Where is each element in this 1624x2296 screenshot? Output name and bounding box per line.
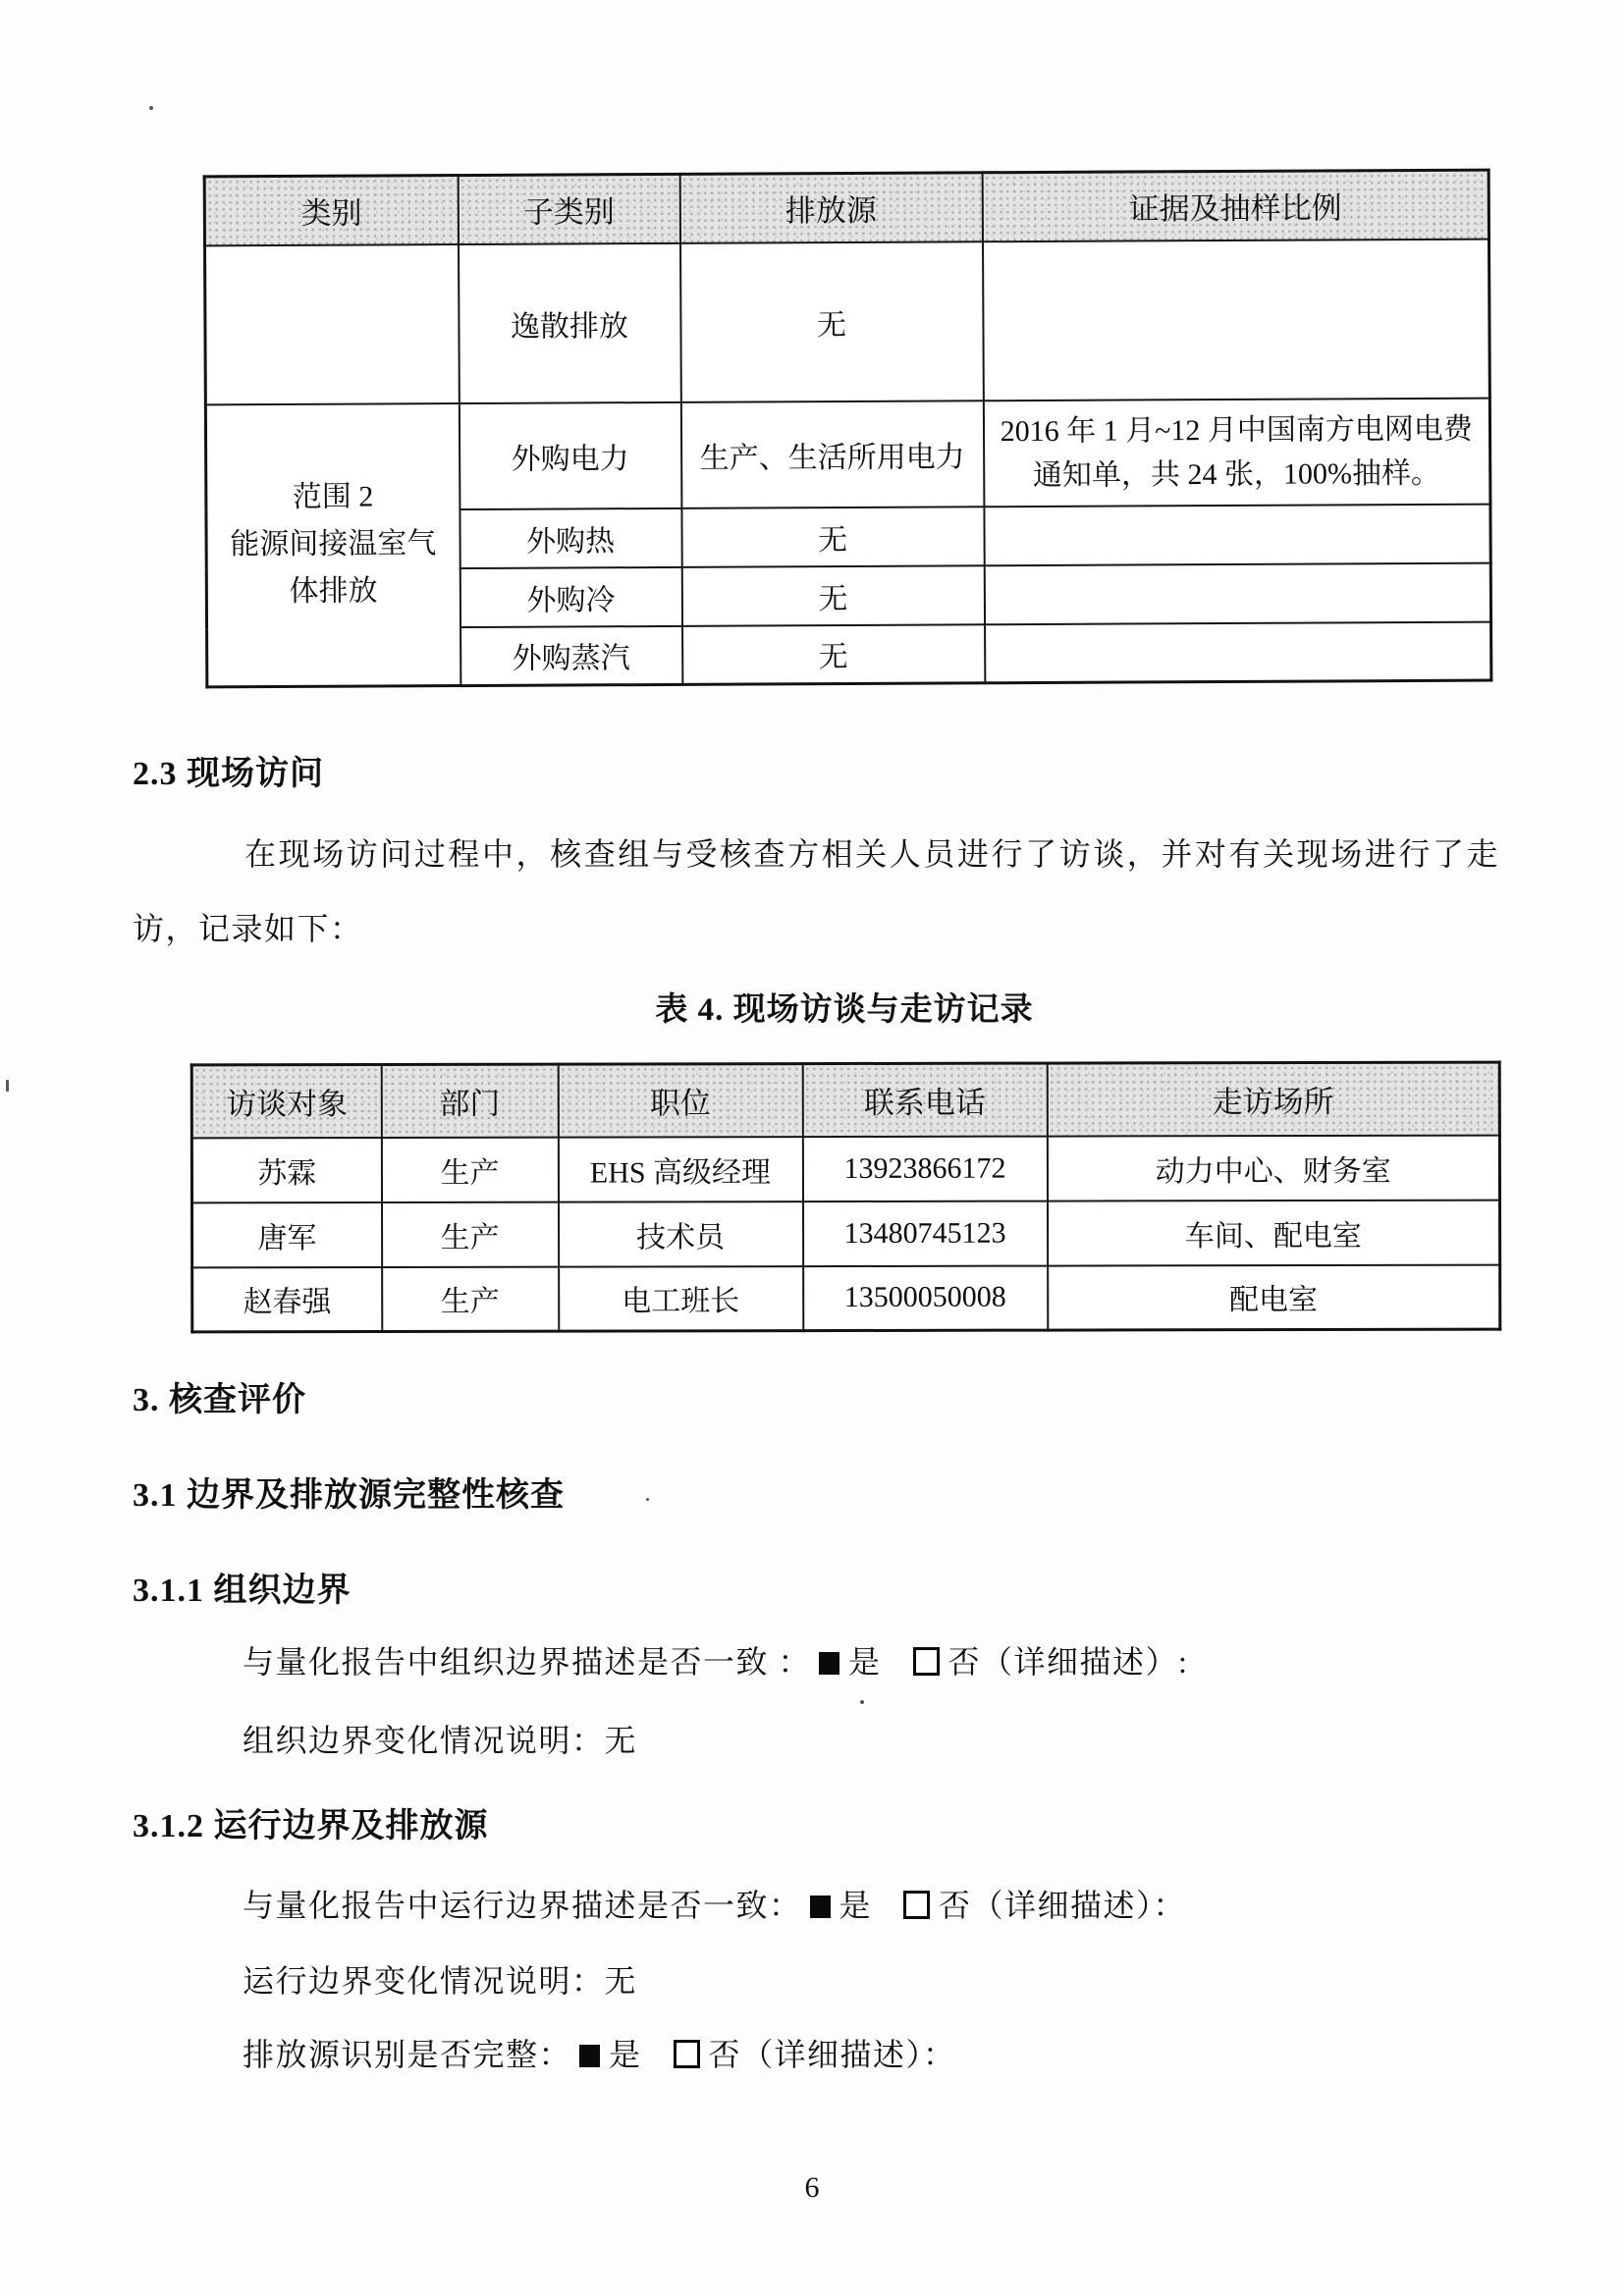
cell-subcategory: 外购蒸汽	[460, 625, 682, 685]
table-row	[205, 239, 1490, 404]
checkbox-checked-icon	[810, 1896, 831, 1918]
checkbox-unchecked-icon	[674, 2040, 700, 2068]
yes-label: 是	[609, 2037, 642, 2072]
interview-table	[190, 1061, 1502, 1334]
checkbox-unchecked-icon	[913, 1647, 940, 1676]
yes-label: 是	[839, 1888, 873, 1923]
cell-source: 生产、生活所用电力	[680, 400, 984, 508]
scan-speck	[149, 106, 153, 110]
emission-sources-table-wrap	[203, 169, 1490, 689]
no-label: 否（详细描述）:	[947, 1644, 1189, 1680]
section-2-3-paragraph: 在现场访问过程中，核查组与受核查方相关人员进行了访谈，并对有关现场进行了走访，记录如下：	[133, 836, 1499, 946]
cell-visited-places: 配电室	[1048, 1264, 1500, 1330]
question-text: 与量化报告中运行边界描述是否一致：	[243, 1888, 802, 1923]
table-row	[192, 1200, 1500, 1267]
table-header-row	[191, 1062, 1499, 1138]
cell-evidence	[984, 562, 1490, 624]
cell-position: 电工班长	[559, 1266, 803, 1332]
cell-source: 无	[681, 565, 984, 626]
cell-visited-places: 动力中心、财务室	[1047, 1135, 1499, 1201]
cell-visited-places: 车间、配电室	[1048, 1200, 1500, 1265]
header-department: 部门	[381, 1064, 558, 1137]
section-heading-3-1-2: 3.1.2 运行边界及排放源	[133, 1808, 489, 1844]
cell-position: EHS 高级经理	[558, 1137, 802, 1202]
question-emission-sources-complete	[243, 2030, 956, 2075]
cell-evidence	[985, 621, 1491, 683]
cell-interviewee: 赵春强	[192, 1266, 382, 1331]
table-row	[205, 398, 1490, 510]
header-visited-places: 走访场所	[1047, 1062, 1499, 1136]
header-subcategory: 子类别	[458, 174, 679, 243]
checkbox-checked-icon	[579, 2045, 600, 2067]
cell-category-scope2: 范围 2 能源间接温室气体排放	[205, 403, 460, 687]
cell-evidence	[983, 239, 1490, 400]
header-interviewee: 访谈对象	[191, 1064, 381, 1137]
no-label: 否（详细描述）：	[939, 1888, 1187, 1923]
cell-evidence: 2016 年 1 月~12 月中国南方电网电费通知单，共 24 张，100%抽样。	[983, 398, 1490, 507]
cell-department: 生产	[382, 1266, 559, 1331]
table-header-row	[204, 170, 1489, 245]
cell-source: 无	[680, 241, 984, 402]
cell-evidence	[984, 504, 1490, 565]
cell-phone: 13923866172	[802, 1136, 1047, 1201]
interview-table-wrap	[190, 1061, 1499, 1334]
cell-source: 无	[681, 507, 984, 567]
cell-source: 无	[682, 624, 985, 685]
no-label: 否（详细描述）：	[708, 2037, 956, 2072]
cell-phone: 13500050008	[803, 1265, 1048, 1331]
cell-department: 生产	[382, 1201, 559, 1266]
cell-subcategory: 逸散排放	[459, 242, 681, 402]
cell-subcategory: 外购冷	[460, 566, 681, 626]
cell-category-empty	[205, 244, 460, 404]
cell-interviewee: 苏霖	[191, 1137, 381, 1201]
section-heading-3-1: 3.1 边界及排放源完整性核查	[133, 1477, 565, 1514]
checkbox-checked-icon	[819, 1652, 839, 1675]
cell-phone: 13480745123	[803, 1201, 1048, 1266]
cell-subcategory: 外购热	[460, 507, 681, 567]
cell-interviewee: 唐军	[192, 1201, 382, 1266]
scan-speck	[6, 1080, 9, 1092]
question-org-boundary	[243, 1637, 1188, 1682]
table-row	[192, 1264, 1500, 1332]
cell-subcategory: 外购电力	[459, 401, 681, 508]
table-row	[191, 1135, 1499, 1202]
op-boundary-change-note: 运行边界变化情况说明：无	[243, 1963, 638, 1999]
section-heading-3: 3. 核查评价	[133, 1382, 306, 1418]
section-heading-3-1-1: 3.1.1 组织边界	[133, 1573, 352, 1609]
header-phone: 联系电话	[802, 1063, 1047, 1137]
question-op-boundary	[243, 1881, 1186, 1926]
header-source: 排放源	[679, 173, 982, 243]
yes-label: 是	[848, 1644, 882, 1680]
scan-speck	[860, 1700, 864, 1704]
header-evidence: 证据及抽样比例	[982, 170, 1489, 241]
header-position: 职位	[558, 1064, 802, 1138]
page-number: 6	[804, 2171, 820, 2204]
question-text: 排放源识别是否完整：	[243, 2037, 572, 2072]
checkbox-unchecked-icon	[903, 1891, 930, 1919]
header-category: 类别	[204, 176, 458, 245]
table4-caption: 表 4. 现场访谈与走访记录	[655, 992, 1034, 1028]
question-text: 与量化报告中组织边界描述是否一致 ：	[243, 1644, 812, 1680]
emission-sources-table	[203, 169, 1493, 689]
cell-position: 技术员	[559, 1201, 803, 1267]
section-heading-2-3: 2.3 现场访问	[133, 756, 324, 792]
cell-department: 生产	[381, 1137, 558, 1201]
scan-speck	[646, 1498, 649, 1501]
org-boundary-change-note: 组织边界变化情况说明：无	[243, 1723, 638, 1758]
